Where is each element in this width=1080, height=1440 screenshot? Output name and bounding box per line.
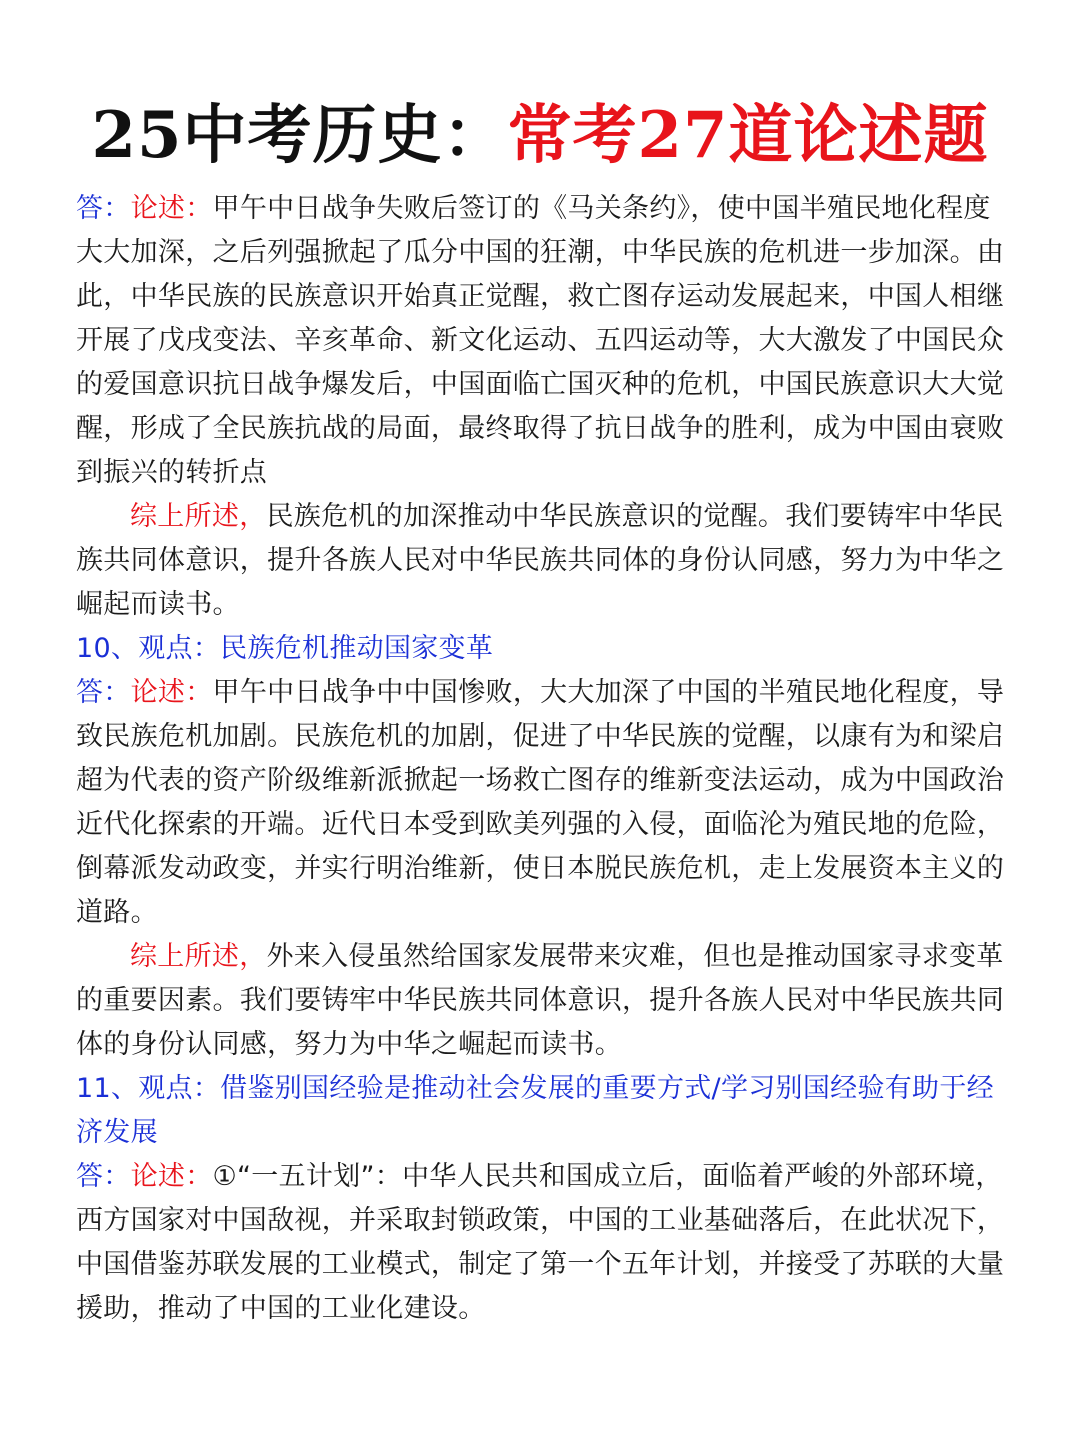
answer-label: 答： xyxy=(76,677,131,708)
summary-label: 综上所述， xyxy=(130,501,267,532)
answer-label: 答： xyxy=(76,1161,131,1192)
title-highlight: 常考27道论述题 xyxy=(507,98,989,173)
s9-answer xyxy=(76,187,1012,495)
argument-label: 论述： xyxy=(130,1161,213,1192)
title-prefix: 25中考历史： xyxy=(91,98,508,173)
s10-heading: 10、观点：民族危机推动国家变革 xyxy=(76,633,494,664)
summary-text: 外来入侵虽然给国家发展带来灾难，但也是推动国家寻求变革的重要因素。我们要铸牢中华民族共同体意识，提升各族人民对中华民族共同体的身份认同感，努力为中华之崛起而读书。 xyxy=(76,941,1005,1060)
argument-label: 论述： xyxy=(130,677,213,708)
article-body xyxy=(76,187,1012,1331)
answer-text: 甲午中日战争中中国惨败，大大加深了中国的半殖民地化程度，导致民族危机加剧。民族危机的加剧，促进了中华民族的觉醒，以康有为和梁启超为代表的资产阶级维新派掀起一场救亡图存的维新变法运动，成为中国政治近代化探索的开端。近代日本受到欧美列强的入侵，面临沦为殖民地的危险，倒幕派发动政变，并实行明治维新，使日本脱民族危机，走上发展资本主义的道路。 xyxy=(76,677,1005,928)
answer-label: 答： xyxy=(76,193,131,224)
summary-text: 民族危机的加深推动中华民族意识的觉醒。我们要铸牢中华民族共同体意识，提升各族人民对中华民族共同体的身份认同感，努力为中华之崛起而读书。 xyxy=(76,501,1005,620)
answer-text: 甲午中日战争失败后签订的《马关条约》，使中国半殖民地化程度大大加深，之后列强掀起了瓜分中国的狂潮，中华民族的危机进一步加深。由此，中华民族的民族意识开始真正觉醒，救亡图存运动发展起来，中国人相继开展了戊戌变法、辛亥革命、新文化运动、五四运动等，大大激发了中国民众的爱国意识抗日战争爆发后，中国面临亡国灭种的危机，中国民族意识大大觉醒，形成了全民族抗战的局面，最终取得了抗日战争的胜利，成为中国由衰败到振兴的转折点 xyxy=(76,193,1005,488)
s11-answer xyxy=(76,1155,1012,1331)
argument-label: 论述： xyxy=(130,193,213,224)
summary-label: 综上所述， xyxy=(130,941,267,972)
answer-text: ①“一五计划”：中华人民共和国成立后，面临着严峻的外部环境，西方国家对中国敌视，并采取封锁政策，中国的工业基础落后，在此状况下，中国借鉴苏联发展的工业模式，制定了第一个五年计划，并接受了苏联的大量援助，推动了中国的工业化建设。 xyxy=(76,1161,1005,1324)
s9-summary xyxy=(76,495,1012,627)
s10-answer xyxy=(76,671,1012,935)
s11-heading: 11、观点：借鉴别国经验是推动社会发展的重要方式/学习别国经验有助于经济发展 xyxy=(76,1073,994,1148)
s10-summary xyxy=(76,935,1012,1067)
page-title xyxy=(0,88,1080,184)
